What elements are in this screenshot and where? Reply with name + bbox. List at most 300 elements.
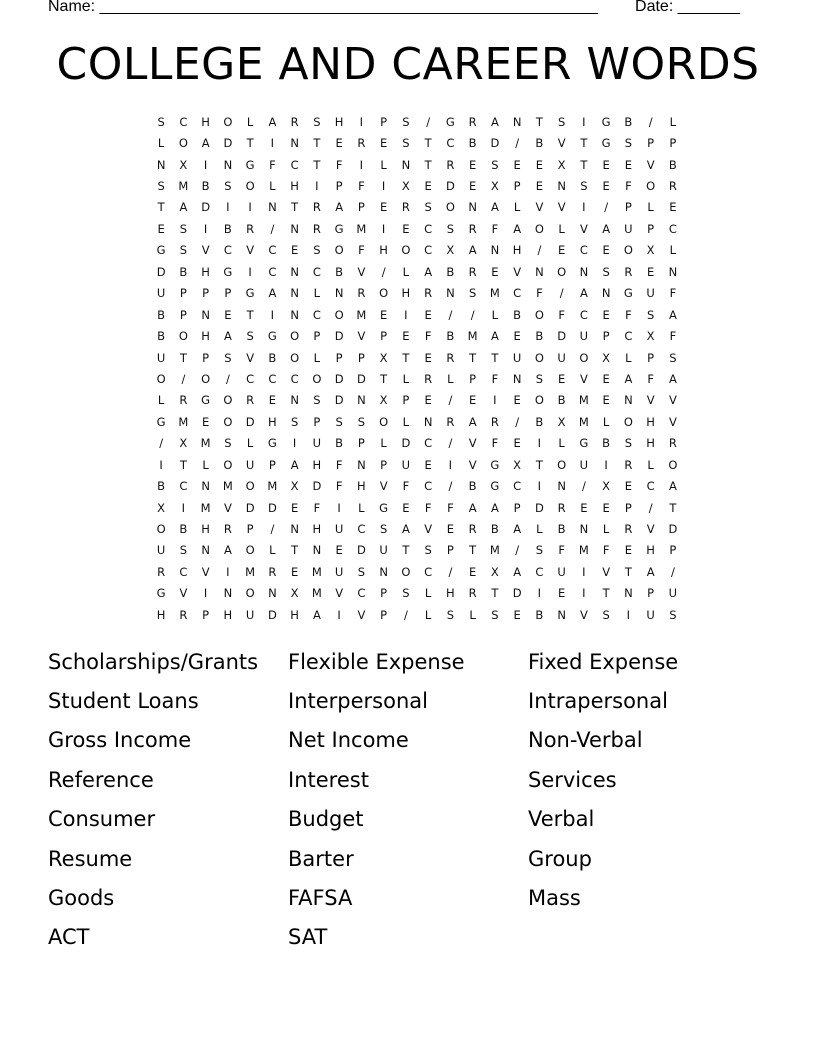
grid-letter: C	[312, 307, 321, 322]
grid-letter: I	[359, 114, 364, 129]
grid-row	[150, 604, 677, 625]
grid-letter: R	[223, 522, 232, 537]
grid-letter: S	[224, 179, 232, 194]
grid-letter: S	[313, 114, 321, 129]
grid-letter: G	[379, 500, 389, 515]
grid-letter: A	[268, 286, 277, 301]
word-bank-item: Budget	[288, 807, 364, 832]
grid-letter: E	[290, 564, 299, 579]
grid-letter: L	[402, 264, 410, 279]
grid-letter: I	[626, 607, 631, 622]
grid-letter: S	[624, 436, 633, 451]
grid-letter: A	[624, 371, 633, 386]
grid-letter: G	[579, 436, 589, 451]
grid-letter: V	[246, 350, 255, 365]
grid-letter: S	[491, 157, 499, 172]
grid-letter: X	[490, 564, 499, 579]
grid-letter: E	[224, 307, 232, 322]
grid-letter: F	[558, 543, 565, 558]
grid-letter: L	[424, 586, 432, 601]
grid-letter: G	[623, 286, 633, 301]
grid-letter: U	[334, 522, 344, 537]
grid-letter: H	[401, 286, 411, 301]
grid-letter: R	[246, 221, 255, 236]
grid-letter: E	[424, 457, 432, 472]
grid-letter: E	[157, 221, 165, 236]
grid-letter: I	[315, 179, 319, 194]
grid-letter: L	[402, 414, 410, 429]
grid-letter: E	[402, 329, 410, 344]
grid-letter: X	[646, 329, 655, 344]
grid-letter: M	[311, 564, 322, 579]
grid-letter: I	[582, 114, 586, 129]
grid-row	[150, 132, 677, 153]
grid-letter: O	[668, 457, 678, 472]
grid-letter: /	[515, 136, 520, 151]
grid-letter: N	[268, 200, 277, 215]
grid-letter: I	[248, 264, 252, 279]
grid-letter: R	[157, 564, 166, 579]
grid-letter: H	[646, 414, 655, 429]
grid-letter: B	[513, 307, 522, 322]
grid-letter: V	[646, 393, 655, 408]
grid-letter: O	[623, 243, 633, 258]
grid-letter: E	[557, 371, 566, 386]
grid-letter: /	[448, 307, 453, 322]
grid-letter: O	[223, 393, 233, 408]
grid-letter: O	[245, 543, 255, 558]
grid-letter: L	[647, 200, 654, 215]
grid-letter: E	[402, 500, 410, 515]
grid-letter: V	[557, 136, 566, 151]
word-bank-item: Gross Income	[48, 728, 192, 753]
word-search-grid	[150, 111, 678, 626]
grid-letter: R	[668, 436, 677, 451]
grid-letter: E	[624, 157, 633, 172]
grid-letter: I	[537, 586, 542, 601]
grid-letter: M	[356, 221, 367, 236]
grid-letter: V	[357, 607, 366, 622]
grid-letter: H	[201, 522, 210, 537]
grid-letter: O	[534, 221, 544, 236]
word-bank-row	[48, 642, 788, 681]
grid-letter: E	[424, 179, 432, 194]
grid-letter: U	[156, 543, 166, 558]
word-bank-item: Goods	[48, 886, 115, 911]
grid-letter: L	[246, 114, 254, 129]
grid-letter: E	[602, 500, 610, 515]
grid-letter: R	[468, 221, 477, 236]
grid-letter: D	[668, 522, 678, 537]
grid-letter: M	[311, 586, 322, 601]
word-bank	[48, 642, 788, 957]
grid-letter: B	[602, 436, 611, 451]
grid-letter: H	[357, 479, 366, 494]
grid-letter: X	[646, 243, 655, 258]
grid-letter: T	[535, 114, 543, 129]
grid-letter: E	[468, 393, 477, 408]
grid-letter: F	[335, 157, 343, 172]
grid-letter: E	[290, 500, 299, 515]
grid-letter: N	[446, 286, 455, 301]
word-bank-item: Consumer	[48, 807, 156, 832]
word-bank-item: Intrapersonal	[528, 689, 668, 714]
grid-letter: O	[312, 371, 322, 386]
grid-letter: P	[202, 607, 210, 622]
grid-letter: D	[401, 436, 411, 451]
grid-letter: E	[290, 243, 299, 258]
grid-letter: M	[356, 307, 367, 322]
grid-letter: G	[201, 393, 211, 408]
word-bank-item: Fixed Expense	[528, 649, 679, 674]
grid-letter: N	[290, 286, 299, 301]
grid-letter: P	[647, 136, 655, 151]
grid-letter: C	[668, 221, 677, 236]
grid-letter: I	[203, 586, 208, 601]
grid-letter: I	[226, 200, 230, 215]
grid-letter: C	[424, 564, 433, 579]
grid-letter: M	[578, 393, 589, 408]
grid-letter: T	[535, 457, 543, 472]
grid-letter: V	[424, 522, 433, 537]
grid-letter: B	[535, 414, 544, 429]
grid-letter: O	[245, 179, 255, 194]
grid-letter: X	[513, 457, 522, 472]
grid-letter: V	[357, 264, 366, 279]
grid-letter: H	[379, 243, 388, 258]
grid-letter: E	[335, 543, 343, 558]
grid-letter: H	[268, 414, 277, 429]
grid-letter: S	[379, 522, 388, 537]
grid-letter: I	[404, 307, 408, 322]
name-field-label: Name: ________________________________________________________	[48, 0, 598, 15]
word-bank-row	[48, 800, 788, 839]
grid-letter: S	[535, 543, 544, 558]
grid-letter: N	[312, 543, 322, 558]
grid-letter: E	[580, 500, 588, 515]
grid-letter: I	[582, 586, 586, 601]
word-bank-item: ACT	[48, 925, 90, 950]
grid-letter: R	[290, 114, 299, 129]
grid-letter: N	[379, 564, 388, 579]
grid-letter: L	[402, 371, 410, 386]
grid-letter: R	[468, 114, 477, 129]
grid-letter: N	[223, 586, 233, 601]
grid-letter: D	[534, 500, 544, 515]
grid-letter: B	[179, 264, 188, 279]
grid-letter: C	[579, 307, 588, 322]
grid-letter: T	[624, 564, 632, 579]
grid-letter: A	[468, 500, 477, 515]
grid-letter: B	[335, 436, 344, 451]
grid-letter: F	[335, 457, 343, 472]
grid-letter: M	[489, 286, 500, 301]
grid-letter: B	[557, 522, 566, 537]
grid-letter: F	[358, 179, 365, 194]
grid-letter: T	[580, 157, 588, 172]
grid-letter: P	[380, 586, 388, 601]
grid-letter: X	[490, 179, 499, 194]
grid-letter: B	[157, 329, 166, 344]
grid-letter: V	[201, 243, 210, 258]
grid-letter: /	[670, 564, 675, 579]
grid-letter: E	[602, 179, 610, 194]
grid-letter: L	[513, 200, 521, 215]
grid-letter: V	[468, 436, 477, 451]
grid-letter: O	[156, 522, 166, 537]
grid-letter: B	[557, 393, 566, 408]
grid-letter: /	[381, 264, 386, 279]
grid-letter: V	[602, 564, 611, 579]
grid-letter: F	[491, 221, 499, 236]
grid-letter: E	[602, 307, 610, 322]
grid-letter: S	[157, 114, 165, 129]
grid-letter: E	[624, 543, 633, 558]
grid-letter: S	[335, 414, 343, 429]
grid-letter: A	[312, 607, 321, 622]
grid-row	[150, 433, 677, 454]
grid-letter: O	[223, 414, 233, 429]
grid-letter: N	[423, 414, 433, 429]
grid-letter: S	[535, 371, 544, 386]
grid-letter: N	[535, 264, 544, 279]
grid-letter: P	[357, 350, 365, 365]
grid-letter: N	[512, 371, 522, 386]
grid-letter: D	[156, 264, 166, 279]
grid-letter: S	[313, 243, 321, 258]
grid-letter: E	[424, 393, 432, 408]
grid-letter: E	[379, 200, 388, 215]
grid-letter: /	[426, 114, 431, 129]
grid-letter: G	[267, 329, 277, 344]
grid-letter: F	[424, 500, 432, 515]
header	[48, 0, 740, 20]
grid-letter: E	[201, 414, 210, 429]
grid-letter: N	[624, 586, 633, 601]
grid-letter: P	[602, 329, 610, 344]
grid-letter: O	[245, 586, 255, 601]
grid-letter: N	[512, 114, 522, 129]
grid-letter: S	[602, 607, 610, 622]
grid-letter: N	[668, 264, 678, 279]
grid-letter: G	[156, 243, 166, 258]
grid-letter: D	[334, 329, 344, 344]
grid-letter: E	[513, 607, 521, 622]
grid-letter: C	[268, 371, 277, 386]
grid-letter: V	[179, 586, 188, 601]
grid-letter: R	[557, 500, 566, 515]
grid-letter: S	[557, 114, 566, 129]
grid-letter: U	[401, 457, 411, 472]
grid-letter: D	[223, 136, 233, 151]
grid-letter: S	[646, 307, 655, 322]
grid-letter: E	[424, 307, 432, 322]
grid-letter: A	[179, 200, 188, 215]
grid-letter: T	[402, 543, 410, 558]
grid-letter: L	[602, 522, 610, 537]
grid-letter: B	[535, 136, 544, 151]
grid-letter: R	[401, 200, 410, 215]
grid-letter: L	[269, 179, 276, 194]
grid-letter: D	[356, 543, 366, 558]
grid-letter: D	[356, 371, 366, 386]
grid-letter: A	[290, 457, 299, 472]
grid-letter: E	[335, 136, 343, 151]
grid-letter: U	[245, 607, 255, 622]
grid-letter: D	[445, 179, 455, 194]
grid-letter: C	[535, 564, 544, 579]
grid-letter: O	[379, 286, 389, 301]
grid-letter: A	[490, 500, 499, 515]
grid-letter: /	[515, 414, 520, 429]
grid-letter: P	[380, 114, 388, 129]
grid-letter: U	[312, 436, 322, 451]
grid-letter: T	[491, 350, 499, 365]
grid-letter: E	[468, 179, 477, 194]
grid-letter: L	[558, 436, 565, 451]
grid-letter: I	[381, 221, 386, 236]
grid-letter: C	[624, 329, 633, 344]
word-bank-item: Non-Verbal	[528, 728, 643, 753]
grid-letter: M	[200, 436, 211, 451]
grid-letter: E	[513, 436, 521, 451]
grid-letter: H	[446, 586, 455, 601]
grid-letter: O	[534, 350, 544, 365]
grid-letter: D	[557, 329, 567, 344]
grid-letter: U	[579, 329, 589, 344]
grid-letter: U	[512, 350, 522, 365]
grid-letter: I	[381, 179, 386, 194]
grid-row	[150, 518, 678, 539]
grid-letter: T	[313, 136, 321, 151]
word-bank-item: Group	[528, 846, 592, 871]
grid-letter: A	[268, 114, 277, 129]
grid-letter: N	[579, 264, 589, 279]
grid-letter: S	[491, 607, 499, 622]
grid-letter: T	[669, 500, 677, 515]
grid-letter: A	[201, 136, 210, 151]
grid-letter: T	[491, 586, 499, 601]
grid-letter: O	[379, 414, 389, 429]
grid-letter: /	[581, 479, 586, 494]
word-bank-item: Resume	[48, 846, 133, 871]
grid-letter: R	[312, 221, 321, 236]
grid-letter: I	[448, 457, 453, 472]
grid-letter: P	[380, 457, 388, 472]
word-bank-item: FAFSA	[288, 886, 353, 911]
grid-letter: O	[223, 457, 233, 472]
grid-letter: A	[335, 200, 344, 215]
grid-letter: C	[513, 286, 522, 301]
grid-letter: T	[402, 350, 410, 365]
grid-letter: P	[446, 543, 454, 558]
grid-letter: E	[491, 264, 499, 279]
grid-letter: L	[269, 543, 276, 558]
grid-letter: S	[402, 114, 410, 129]
grid-letter: L	[424, 607, 432, 622]
word-bank-item: Student Loans	[48, 689, 199, 714]
grid-letter: T	[246, 307, 254, 322]
grid-letter: G	[156, 586, 166, 601]
grid-row	[150, 325, 677, 346]
grid-letter: E	[646, 264, 655, 279]
grid-letter: H	[201, 264, 210, 279]
grid-letter: G	[223, 264, 233, 279]
grid-letter: P	[647, 586, 655, 601]
grid-row	[150, 304, 677, 325]
grid-letter: B	[201, 179, 210, 194]
grid-letter: U	[646, 286, 655, 301]
grid-row	[150, 154, 677, 175]
grid-letter: H	[312, 522, 322, 537]
grid-letter: R	[468, 586, 477, 601]
grid-letter: I	[203, 221, 208, 236]
grid-letter: N	[334, 286, 344, 301]
grid-letter: P	[402, 393, 410, 408]
grid-letter: R	[424, 371, 433, 386]
grid-letter: E	[557, 586, 566, 601]
grid-letter: L	[469, 607, 476, 622]
grid-letter: I	[337, 500, 341, 515]
grid-letter: F	[447, 500, 454, 515]
grid-letter: V	[335, 586, 344, 601]
grid-letter: E	[468, 564, 477, 579]
grid-letter: P	[313, 329, 321, 344]
grid-letter: N	[401, 157, 411, 172]
grid-letter: P	[246, 522, 254, 537]
grid-letter: M	[467, 329, 478, 344]
grid-letter: U	[646, 607, 655, 622]
grid-letter: N	[156, 157, 166, 172]
grid-letter: R	[468, 522, 477, 537]
grid-letter: F	[491, 371, 499, 386]
grid-letter: X	[179, 157, 188, 172]
grid-letter: A	[668, 371, 677, 386]
grid-letter: T	[291, 543, 299, 558]
grid-letter: U	[557, 564, 566, 579]
grid-letter: C	[268, 243, 277, 258]
grid-letter: I	[604, 457, 608, 472]
grid-letter: L	[157, 136, 165, 151]
grid-letter: C	[290, 157, 299, 172]
grid-letter: F	[536, 286, 543, 301]
grid-letter: I	[248, 200, 252, 215]
grid-letter: /	[470, 307, 475, 322]
grid-letter: B	[446, 329, 455, 344]
grid-letter: P	[179, 286, 187, 301]
grid-letter: X	[602, 479, 611, 494]
grid-letter: G	[334, 221, 344, 236]
grid-letter: P	[647, 350, 655, 365]
grid-letter: M	[267, 479, 278, 494]
grid-row	[150, 583, 678, 604]
grid-letter: P	[647, 221, 655, 236]
grid-letter: G	[156, 414, 166, 429]
grid-letter: L	[202, 457, 209, 472]
grid-letter: D	[490, 136, 500, 151]
grid-letter: C	[268, 264, 277, 279]
grid-letter: G	[245, 157, 255, 172]
grid-letter: O	[290, 350, 300, 365]
grid-letter: C	[246, 371, 255, 386]
grid-letter: R	[446, 414, 455, 429]
grid-letter: R	[246, 393, 255, 408]
grid-letter: V	[668, 414, 677, 429]
grid-letter: S	[669, 350, 677, 365]
word-bank-row	[48, 878, 788, 917]
grid-row	[150, 368, 677, 389]
grid-letter: /	[403, 607, 408, 622]
